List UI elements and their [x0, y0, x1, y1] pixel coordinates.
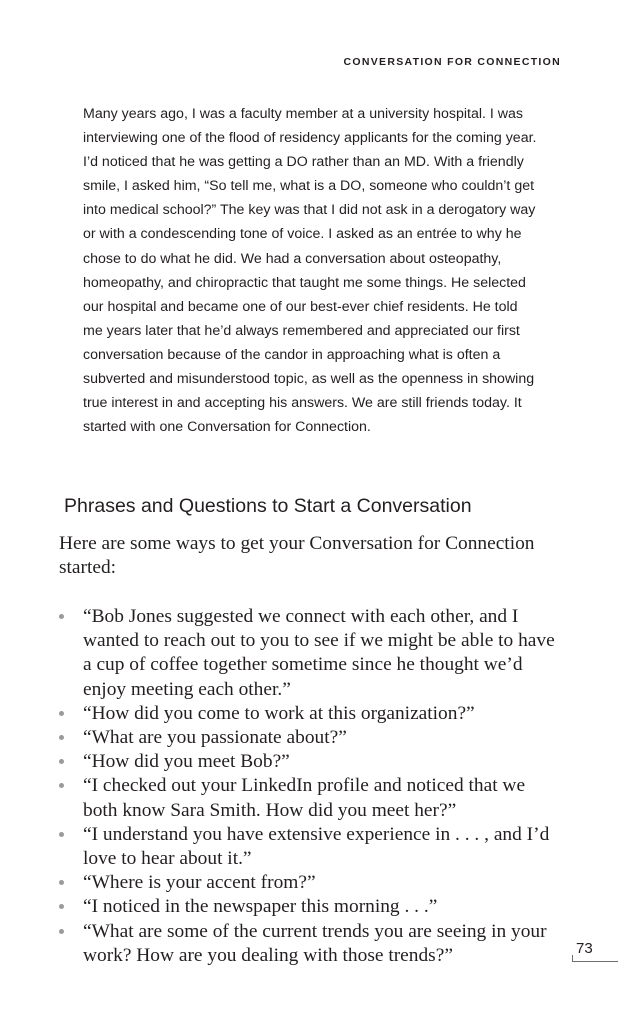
page-number: 73: [576, 940, 593, 957]
bullet-icon: [59, 832, 64, 837]
bullet-icon: [59, 904, 64, 909]
bullet-icon: [59, 783, 64, 788]
bullet-icon: [59, 614, 64, 619]
section-heading: Phrases and Questions to Start a Conversation: [64, 495, 472, 517]
running-head: CONVERSATION FOR CONNECTION: [343, 56, 561, 68]
list-item: [59, 702, 559, 726]
list-item-text: “What are some of the current trends you are seeing in your work? How are you dealing with those trends?”: [83, 920, 547, 966]
list-item-text: “How did you come to work at this organization?”: [83, 702, 475, 724]
bullet-icon: [59, 929, 64, 934]
list-item-text: “I checked out your LinkedIn profile and noticed that we both know Sara Smith. How did you meet her?”: [83, 775, 526, 821]
phrase-list: [59, 605, 559, 968]
list-item-text: “What are you passionate about?”: [83, 727, 347, 749]
bullet-icon: [59, 711, 64, 716]
list-item-text: “I noticed in the newspaper this morning . . .”: [83, 896, 438, 918]
list-item: [59, 774, 559, 822]
list-item: [59, 605, 559, 702]
list-item: [59, 895, 559, 919]
intro-paragraph: Here are some ways to get your Conversation for Connection started:: [59, 533, 535, 578]
list-item: [59, 871, 559, 895]
list-item: [59, 726, 559, 750]
bullet-icon: [59, 735, 64, 740]
anecdote-paragraph: Many years ago, I was a faculty member at a university hospital. I was interviewing one of the flood of residency applicants for the coming year. I’d noticed that he was getting a DO rather than an MD. With a friendly smile, I asked him, “So tell me, what is a DO, someone who couldn’t get into medical school?” The key was that I did not ask in a derogatory way or with a condescending tone of voice. I asked as an entrée to why he chose to do what he did. We had a conversation about osteopathy, homeopathy, and chiropractic that taught me some things. He selected our hospital and became one of our best-ever chief residents. He told me years later that he’d always remembered and appreciated our first conversation because of the candor in approaching what is often a subverted and misunderstood topic, as well as the openness in showing true interest in and accepting his answers. We are still friends today. It started with one Conversation for Connection.: [83, 106, 537, 436]
list-item-text: “I understand you have extensive experience in . . . , and I’d love to hear about it.”: [83, 823, 550, 870]
bullet-icon: [59, 880, 64, 885]
page-number-rule: [572, 961, 618, 962]
list-item-text: “Where is your accent from?”: [83, 872, 316, 894]
list-item: [59, 920, 559, 968]
list-item: [59, 750, 559, 774]
list-item: [59, 823, 559, 871]
list-item-text: “Bob Jones suggested we connect with each other, and I wanted to reach out to you to see if we might be able to have a cup of coffee together sometime since he thought we’d enjoy meeting each other.”: [83, 606, 555, 700]
bullet-icon: [59, 759, 64, 764]
list-item-text: “How did you meet Bob?”: [83, 751, 290, 773]
